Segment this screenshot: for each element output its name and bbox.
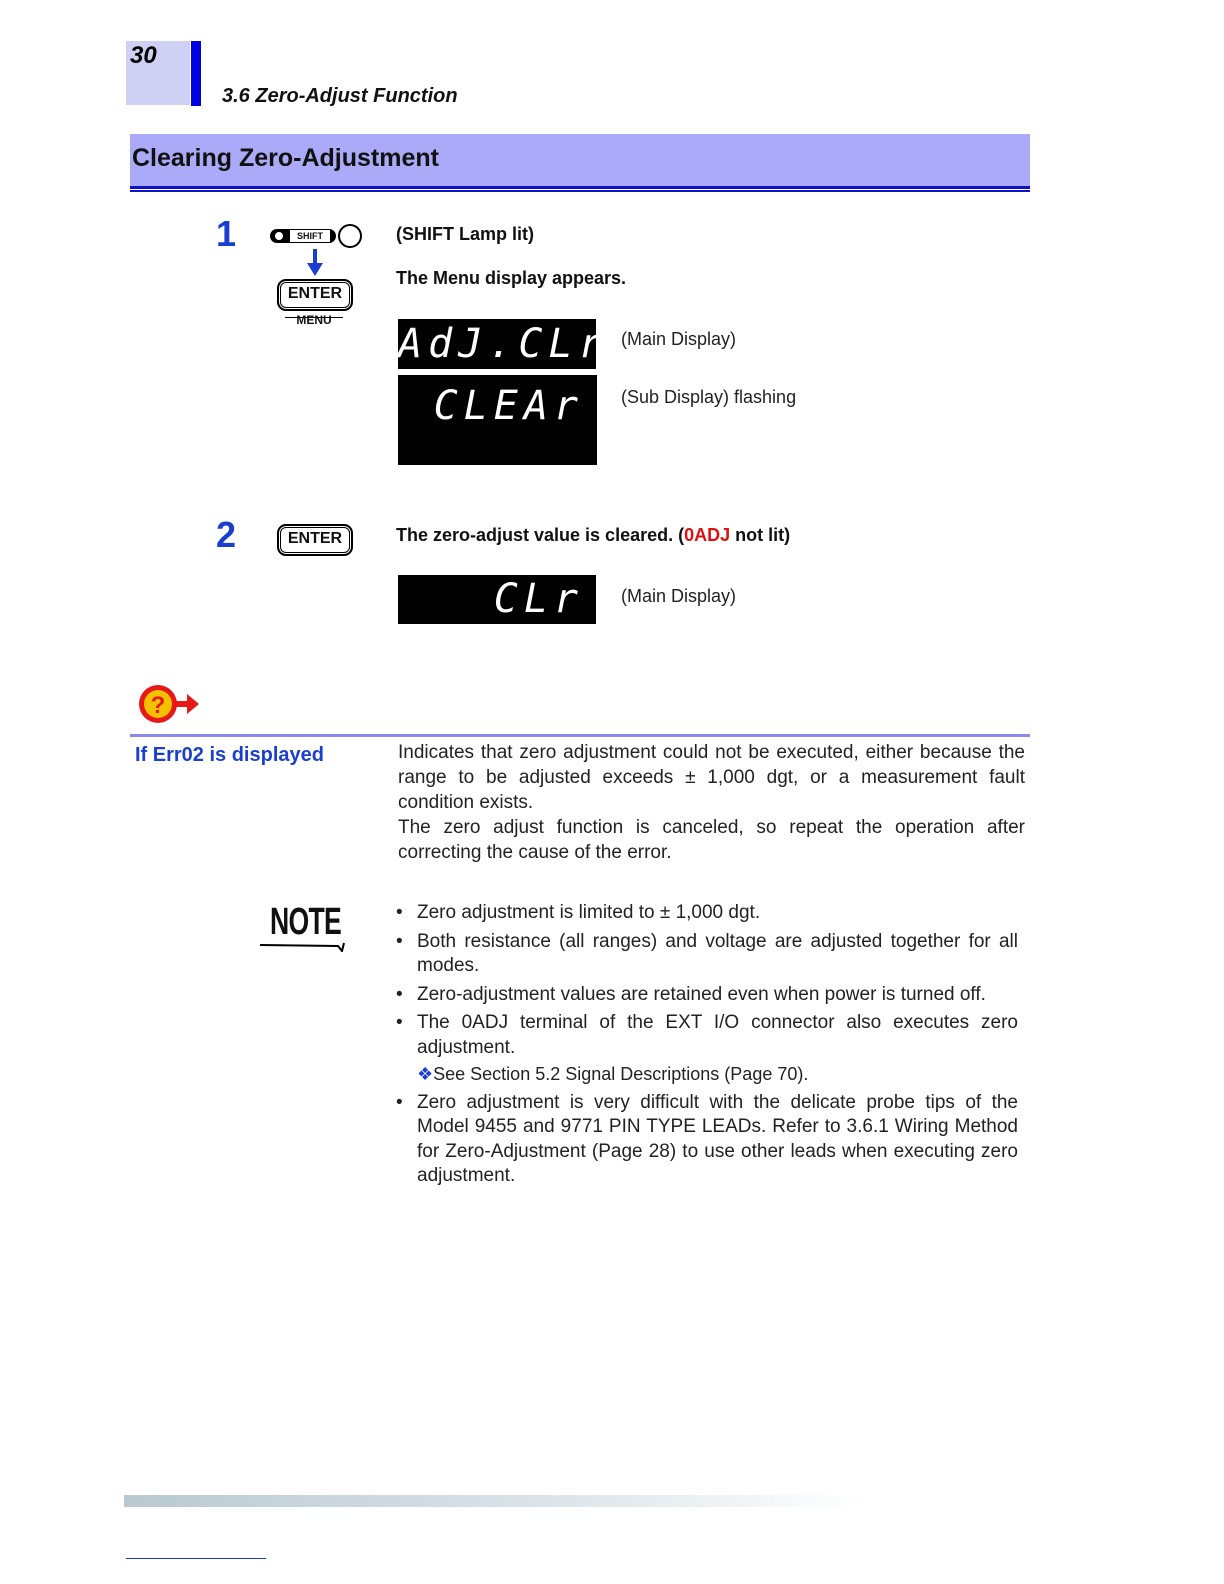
note-item <box>396 1091 1018 1189</box>
step-2-instruction-suffix: not lit) <box>730 525 791 545</box>
tip-paragraph-2: The zero adjust function is canceled, so repeat the operation after correcting the cause of the error. <box>398 817 1025 863</box>
sub-display-text: CLEAr <box>433 383 584 429</box>
bullet: • <box>396 983 403 1005</box>
zero-adj-indicator: 0ADJ <box>684 525 731 545</box>
shift-key-label: SHIFT <box>290 230 330 242</box>
note-text: The 0ADJ terminal of the EXT I/O connector also executes zero adjustment. <box>417 1012 1018 1058</box>
bullet: • <box>396 1012 403 1033</box>
bullet: • <box>396 930 403 952</box>
see-reference-link[interactable]: See Section 5.2 Signal Descriptions (Page 70). <box>433 1064 809 1084</box>
arrow-down-icon <box>306 249 324 277</box>
tip-paragraph-1: Indicates that zero adjustment could not be executed, either because the range to be adjusted exceeds ± 1,000 dgt, or a measurement fault condition exists. <box>398 742 1025 813</box>
tip-label: If Err02 is displayed <box>135 744 324 766</box>
note-text: Both resistance (all ranges) and voltage are adjusted together for all modes. <box>417 930 1018 976</box>
shift-key-body <box>270 229 336 243</box>
menu-label: MENU <box>296 313 332 327</box>
step-2-number: 2 <box>216 514 237 555</box>
step-2-instruction <box>396 525 790 546</box>
section-reference: 3.6 Zero-Adjust Function <box>222 85 458 107</box>
see-mark-icon: ❖ <box>417 1064 434 1084</box>
sub-display-lcd <box>398 375 597 465</box>
title-rule <box>130 186 1030 189</box>
clr-display-caption: (Main Display) <box>621 586 737 606</box>
bullet: • <box>396 1091 403 1113</box>
note-icon-label: NOTE <box>270 901 342 943</box>
note-item <box>396 1011 1018 1087</box>
see-reference <box>417 1062 1018 1087</box>
note-item <box>396 930 1018 979</box>
note-item <box>396 901 1018 926</box>
page-number: 30 <box>130 42 157 69</box>
svg-text:?: ? <box>150 692 166 719</box>
enter-key[interactable]: ENTER <box>277 524 353 556</box>
shift-lamp-icon <box>275 232 283 240</box>
note-text: Zero adjustment is very difficult with the delicate probe tips of the Model 9455 and 9771 PIN TYPE LEADs. Refer to 3.6.1 Wiring Method for Zero-Adjustment (Page 28) to use other leads when executing zero adjustment. <box>417 1091 1018 1186</box>
step-2-instruction-prefix: The zero-adjust value is cleared. ( <box>396 525 685 545</box>
step-1-instruction-menu: The Menu display appears. <box>396 268 627 288</box>
footer-line <box>126 1558 266 1559</box>
help-arrow-icon <box>137 682 201 728</box>
note-list <box>396 901 1018 1193</box>
main-display-caption: (Main Display) <box>621 329 737 349</box>
footer-strip <box>124 1495 864 1507</box>
title-rule <box>130 190 1030 192</box>
note-underline-icon <box>258 940 346 952</box>
shift-lamp-circle-icon <box>338 224 362 248</box>
bullet: • <box>396 902 403 923</box>
note-icon <box>258 902 346 952</box>
note-text: Zero-adjustment values are retained even when power is turned off. <box>417 983 986 1005</box>
sub-display-caption: (Sub Display) flashing <box>621 387 797 407</box>
clr-display-lcd <box>398 575 596 624</box>
step-1-number: 1 <box>216 213 237 254</box>
step-1-instruction-shift: (SHIFT Lamp lit) <box>396 224 534 244</box>
clr-display-text: CLr <box>493 576 584 622</box>
tip-rule <box>130 734 1030 737</box>
note-text: Zero adjustment is limited to ± 1,000 dgt. <box>417 902 761 923</box>
header-bar <box>191 41 201 106</box>
note-item <box>396 983 1018 1008</box>
main-display-lcd: AdJ.CLr <box>398 321 609 367</box>
shift-key[interactable] <box>270 224 364 250</box>
enter-key[interactable]: ENTER <box>277 279 353 311</box>
section-title: Clearing Zero-Adjustment <box>132 144 439 172</box>
